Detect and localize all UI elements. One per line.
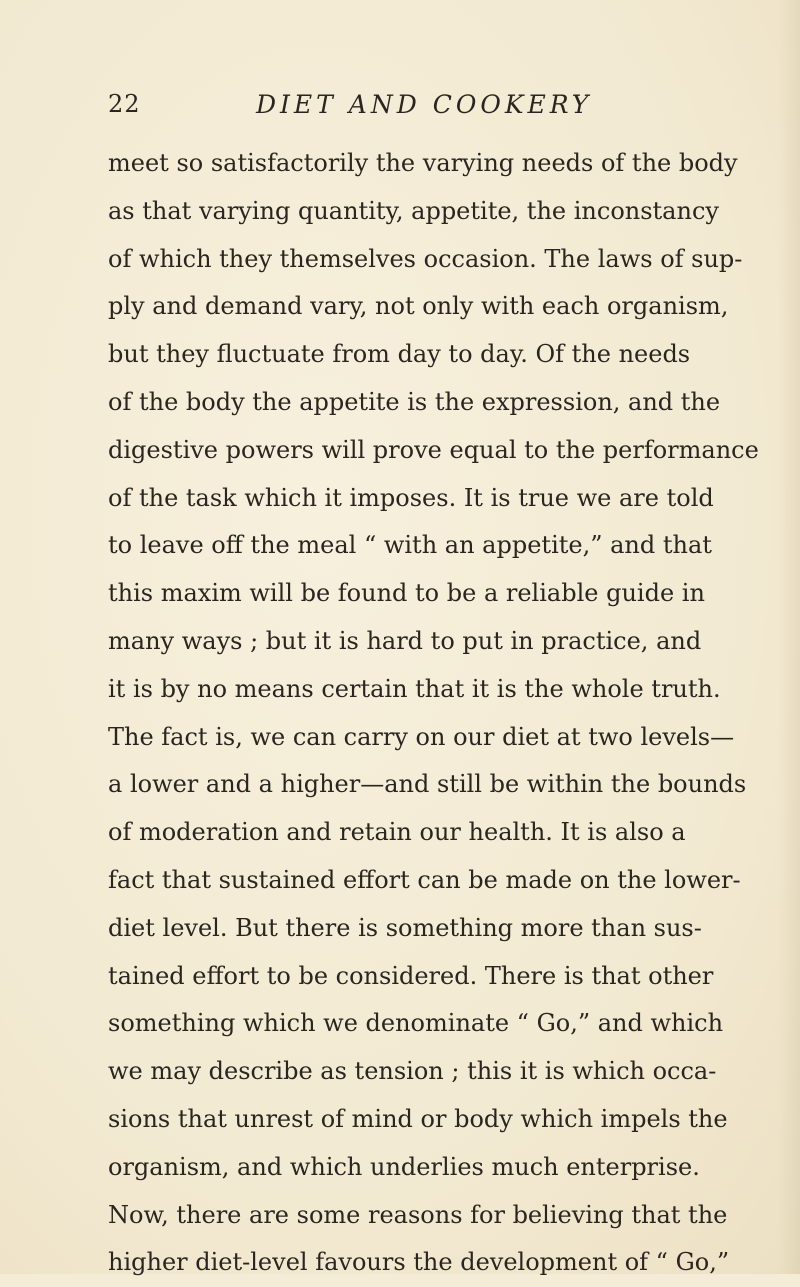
text-line: sions that unrest of mind or body which impels the bbox=[108, 1104, 728, 1133]
text-line: of the body the appetite is the expression, and the bbox=[108, 387, 721, 416]
text-line: this maxim will be found to be a reliable guide in bbox=[108, 579, 705, 608]
text-line: of moderation and retain our health. It is also a bbox=[108, 818, 686, 847]
text-line: higher diet-level favours the development of “ Go,” bbox=[108, 1248, 730, 1277]
text-line: to leave off the meal “ with an appetite,” and that bbox=[108, 531, 712, 560]
text-line: a lower and a higher—and still be within the bounds bbox=[108, 770, 747, 799]
text-line: fact that sustained effort can be made on the lower- bbox=[108, 865, 741, 894]
text-line: something which we denominate “ Go,” and which bbox=[108, 1009, 724, 1038]
text-line: of which they themselves occasion. The laws of sup- bbox=[108, 244, 743, 273]
text-line: of the task which it imposes. It is true we are told bbox=[108, 483, 714, 512]
text-line: Now, there are some reasons for believing that the bbox=[108, 1200, 728, 1229]
body-text bbox=[108, 140, 788, 1287]
running-title: DIET AND COOKERY bbox=[256, 90, 593, 119]
text-line: we may describe as tension ; this it is which occa- bbox=[108, 1057, 717, 1086]
text-line: digestive powers will prove equal to the performance bbox=[108, 435, 759, 464]
text-line: tained effort to be considered. There is that other bbox=[108, 961, 714, 990]
text-line: many ways ; but it is hard to put in practice, and bbox=[108, 626, 702, 655]
text-line: The fact is, we can carry on our diet at two levels— bbox=[108, 722, 735, 751]
text-line: it is by no means certain that it is the whole truth. bbox=[108, 674, 721, 703]
text-line: meet so satisfactorily the varying needs of the body bbox=[108, 149, 738, 177]
text-line: organism, and which underlies much enterprise. bbox=[108, 1152, 700, 1181]
text-line: but they fluctuate from day to day. Of the needs bbox=[108, 340, 691, 369]
text-line: as that varying quantity, appetite, the inconstancy bbox=[108, 196, 719, 225]
page-header bbox=[108, 90, 768, 126]
text-line: diet level. But there is something more than sus- bbox=[108, 913, 702, 942]
page-number: 22 bbox=[108, 90, 141, 118]
text-line: ply and demand vary, not only with each organism, bbox=[108, 292, 729, 321]
